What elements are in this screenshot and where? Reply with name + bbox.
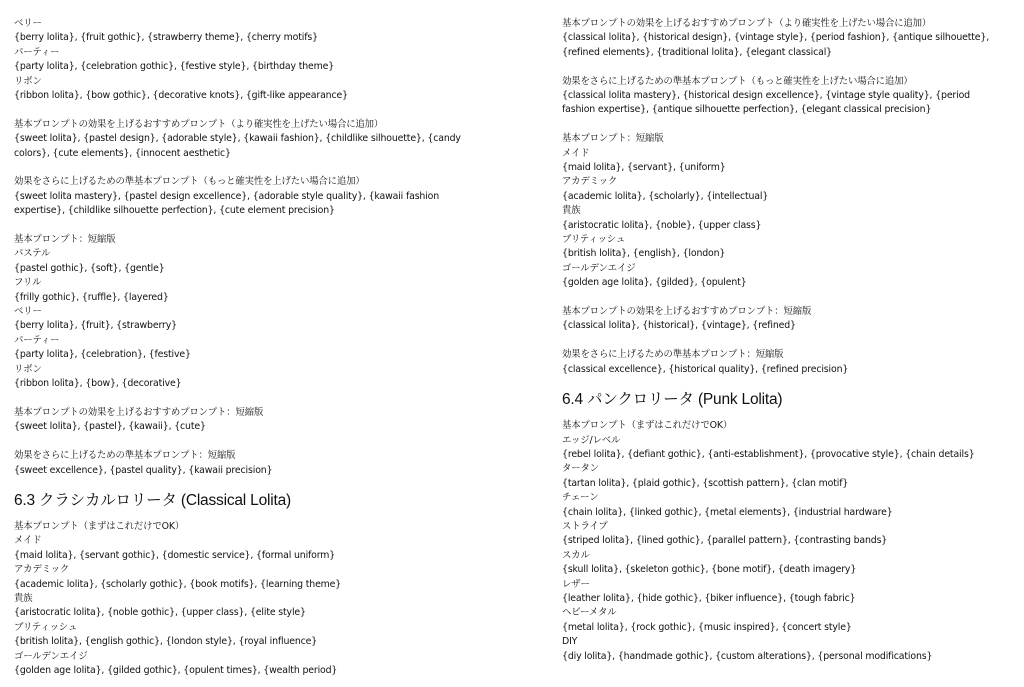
text-line: {sweet lolita mastery}, {pastel design excellence}, {adorable style quality}, {kawaii fashion expertise}, {childlike silhouette perfection}, {cute element precision} <box>14 190 440 217</box>
paragraph-spacer <box>14 435 489 449</box>
text-line: リボン <box>14 75 42 87</box>
text-line: 基本プロンプト（まずはこれだけでOK） <box>562 420 733 432</box>
text-line: {british lolita}, {english}, {london} <box>562 248 726 260</box>
text-line: {sweet excellence}, {pastel quality}, {kawaii precision} <box>14 464 273 476</box>
text-line: {berry lolita}, {fruit gothic}, {strawberry theme}, {cherry motifs} <box>14 32 318 44</box>
text-line: {sweet lolita}, {pastel}, {kawaii}, {cute} <box>14 421 206 433</box>
text-line: {party lolita}, {celebration}, {festive} <box>14 349 191 361</box>
text-line: {classical lolita}, {historical}, {vintage}, {refined} <box>562 320 796 332</box>
text-line: {classical excellence}, {historical quality}, {refined precision} <box>562 363 849 375</box>
text-line: パーティー <box>14 46 60 58</box>
text-line: 基本プロンプト：短縮版 <box>562 133 664 145</box>
text-line: メイド <box>562 147 590 159</box>
text-line: ベリー <box>14 18 42 29</box>
text-line: パーティー <box>14 334 60 346</box>
text-line: メイド <box>14 535 42 547</box>
text-line: ヘビーメタル <box>562 607 617 619</box>
text-line: {ribbon lolita}, {bow}, {decorative} <box>14 378 182 390</box>
text-line: {skull lolita}, {skeleton gothic}, {bone motif}, {death imagery} <box>562 564 857 576</box>
text-line: ベリー <box>14 306 42 318</box>
text-line: ゴールデンエイジ <box>562 262 636 274</box>
text-line: 基本プロンプト（まずはこれだけでOK） <box>14 520 185 532</box>
text-line: フリル <box>14 277 42 289</box>
text-line: ストライプ <box>562 520 608 532</box>
text-line: {rebel lolita}, {defiant gothic}, {anti-establishment}, {provocative style}, {chain details} <box>562 448 975 460</box>
text-line: アカデミック <box>562 176 618 188</box>
text-line: 貴族 <box>562 205 581 217</box>
paragraph-spacer <box>14 219 489 233</box>
text-line: {frilly gothic}, {ruffle}, {layered} <box>14 291 169 303</box>
text-line: レザー <box>562 578 590 590</box>
text-line: {tartan lolita}, {plaid gothic}, {scottish pattern}, {clan motif} <box>562 477 849 489</box>
text-line: {striped lolita}, {lined gothic}, {parallel pattern}, {contrasting bands} <box>562 535 888 547</box>
text-line: {diy lolita}, {handmade gothic}, {custom alterations}, {personal modifications} <box>562 650 933 662</box>
right-column <box>562 17 1002 664</box>
text-line: {chain lolita}, {linked gothic}, {metal elements}, {industrial hardware} <box>562 506 893 518</box>
text-line: ブリティッシュ <box>562 234 626 246</box>
text-line: 基本プロンプトの効果を上げるおすすめプロンプト（より確実性を上げたい場合に追加） <box>562 18 932 29</box>
section-heading: 6.3 クラシカルロリータ (Classical Lolita) <box>14 491 291 509</box>
text-line: パステル <box>14 248 51 260</box>
text-line: ゴールデンエイジ <box>14 650 88 662</box>
text-line: リボン <box>14 363 42 375</box>
text-line: チェーン <box>562 492 599 504</box>
text-line: 効果をさらに上げるための準基本プロンプト：短縮版 <box>14 450 236 462</box>
paragraph-spacer <box>562 118 1002 132</box>
text-line: 基本プロンプトの効果を上げるおすすめプロンプト：短縮版 <box>562 306 812 318</box>
text-line: {ribbon lolita}, {bow gothic}, {decorative knots}, {gift-like appearance} <box>14 90 348 102</box>
text-line: {metal lolita}, {rock gothic}, {music inspired}, {concert style} <box>562 621 852 633</box>
text-line: {party lolita}, {celebration gothic}, {festive style}, {birthday theme} <box>14 61 335 73</box>
left-column <box>14 17 489 678</box>
text-line: {aristocratic lolita}, {noble gothic}, {upper class}, {elite style} <box>14 607 306 619</box>
text-line: {maid lolita}, {servant gothic}, {domestic service}, {formal uniform} <box>14 549 336 561</box>
text-line: {academic lolita}, {scholarly}, {intellectual} <box>562 190 769 202</box>
text-line: {maid lolita}, {servant}, {uniform} <box>562 162 726 174</box>
paragraph-spacer <box>14 103 489 117</box>
text-line: ブリティッシュ <box>14 621 78 633</box>
text-line: 効果をさらに上げるための準基本プロンプト（もっと確実性を上げたい場合に追加） <box>14 176 365 188</box>
section-heading: 6.4 パンクロリータ (Punk Lolita) <box>562 391 783 409</box>
text-line: {berry lolita}, {fruit}, {strawberry} <box>14 320 177 332</box>
text-line: {british lolita}, {english gothic}, {london style}, {royal influence} <box>14 636 318 648</box>
text-line: {pastel gothic}, {soft}, {gentle} <box>14 262 165 274</box>
text-line: {academic lolita}, {scholarly gothic}, {book motifs}, {learning theme} <box>14 578 342 590</box>
text-line: {sweet lolita}, {pastel design}, {adorable style}, {kawaii fashion}, {childlike silhouette}, {candy colors}, {cute elements}, {innocent aesthetic} <box>14 133 461 159</box>
text-line: {golden age lolita}, {gilded}, {opulent} <box>562 277 747 289</box>
text-line: 効果をさらに上げるための準基本プロンプト：短縮版 <box>562 349 784 361</box>
text-line: タータン <box>562 463 599 475</box>
text-line: DIY <box>562 636 578 648</box>
text-line: 効果をさらに上げるための準基本プロンプト（もっと確実性を上げたい場合に追加） <box>562 75 913 87</box>
text-line: {golden age lolita}, {gilded gothic}, {opulent times}, {wealth period} <box>14 664 338 676</box>
text-line: {classical lolita}, {historical design}, {vintage style}, {period fashion}, {antique silhouette}, {refined elements}, {traditional lolita}, {elegant classical} <box>562 32 990 58</box>
text-line: {leather lolita}, {hide gothic}, {biker influence}, {tough fabric} <box>562 592 856 604</box>
text-line: スカル <box>562 549 590 561</box>
paragraph-spacer <box>562 291 1002 305</box>
text-line: エッジ/レベル <box>562 434 621 446</box>
paragraph-spacer <box>14 161 489 175</box>
text-line: 基本プロンプトの効果を上げるおすすめプロンプト（より確実性を上げたい場合に追加） <box>14 118 384 130</box>
text-line: 貴族 <box>14 592 33 604</box>
paragraph-spacer <box>562 60 1002 74</box>
text-line: 基本プロンプトの効果を上げるおすすめプロンプト：短縮版 <box>14 406 264 418</box>
paragraph-spacer <box>562 334 1002 348</box>
paragraph-spacer <box>14 392 489 406</box>
text-line: アカデミック <box>14 564 70 576</box>
text-line: {aristocratic lolita}, {noble}, {upper class} <box>562 219 762 231</box>
text-line: 基本プロンプト：短縮版 <box>14 234 116 246</box>
text-line: {classical lolita mastery}, {historical design excellence}, {vintage style quality}, {period fashion expertise}, {antique silhouette perfection}, {elegant classical precision} <box>562 90 970 116</box>
